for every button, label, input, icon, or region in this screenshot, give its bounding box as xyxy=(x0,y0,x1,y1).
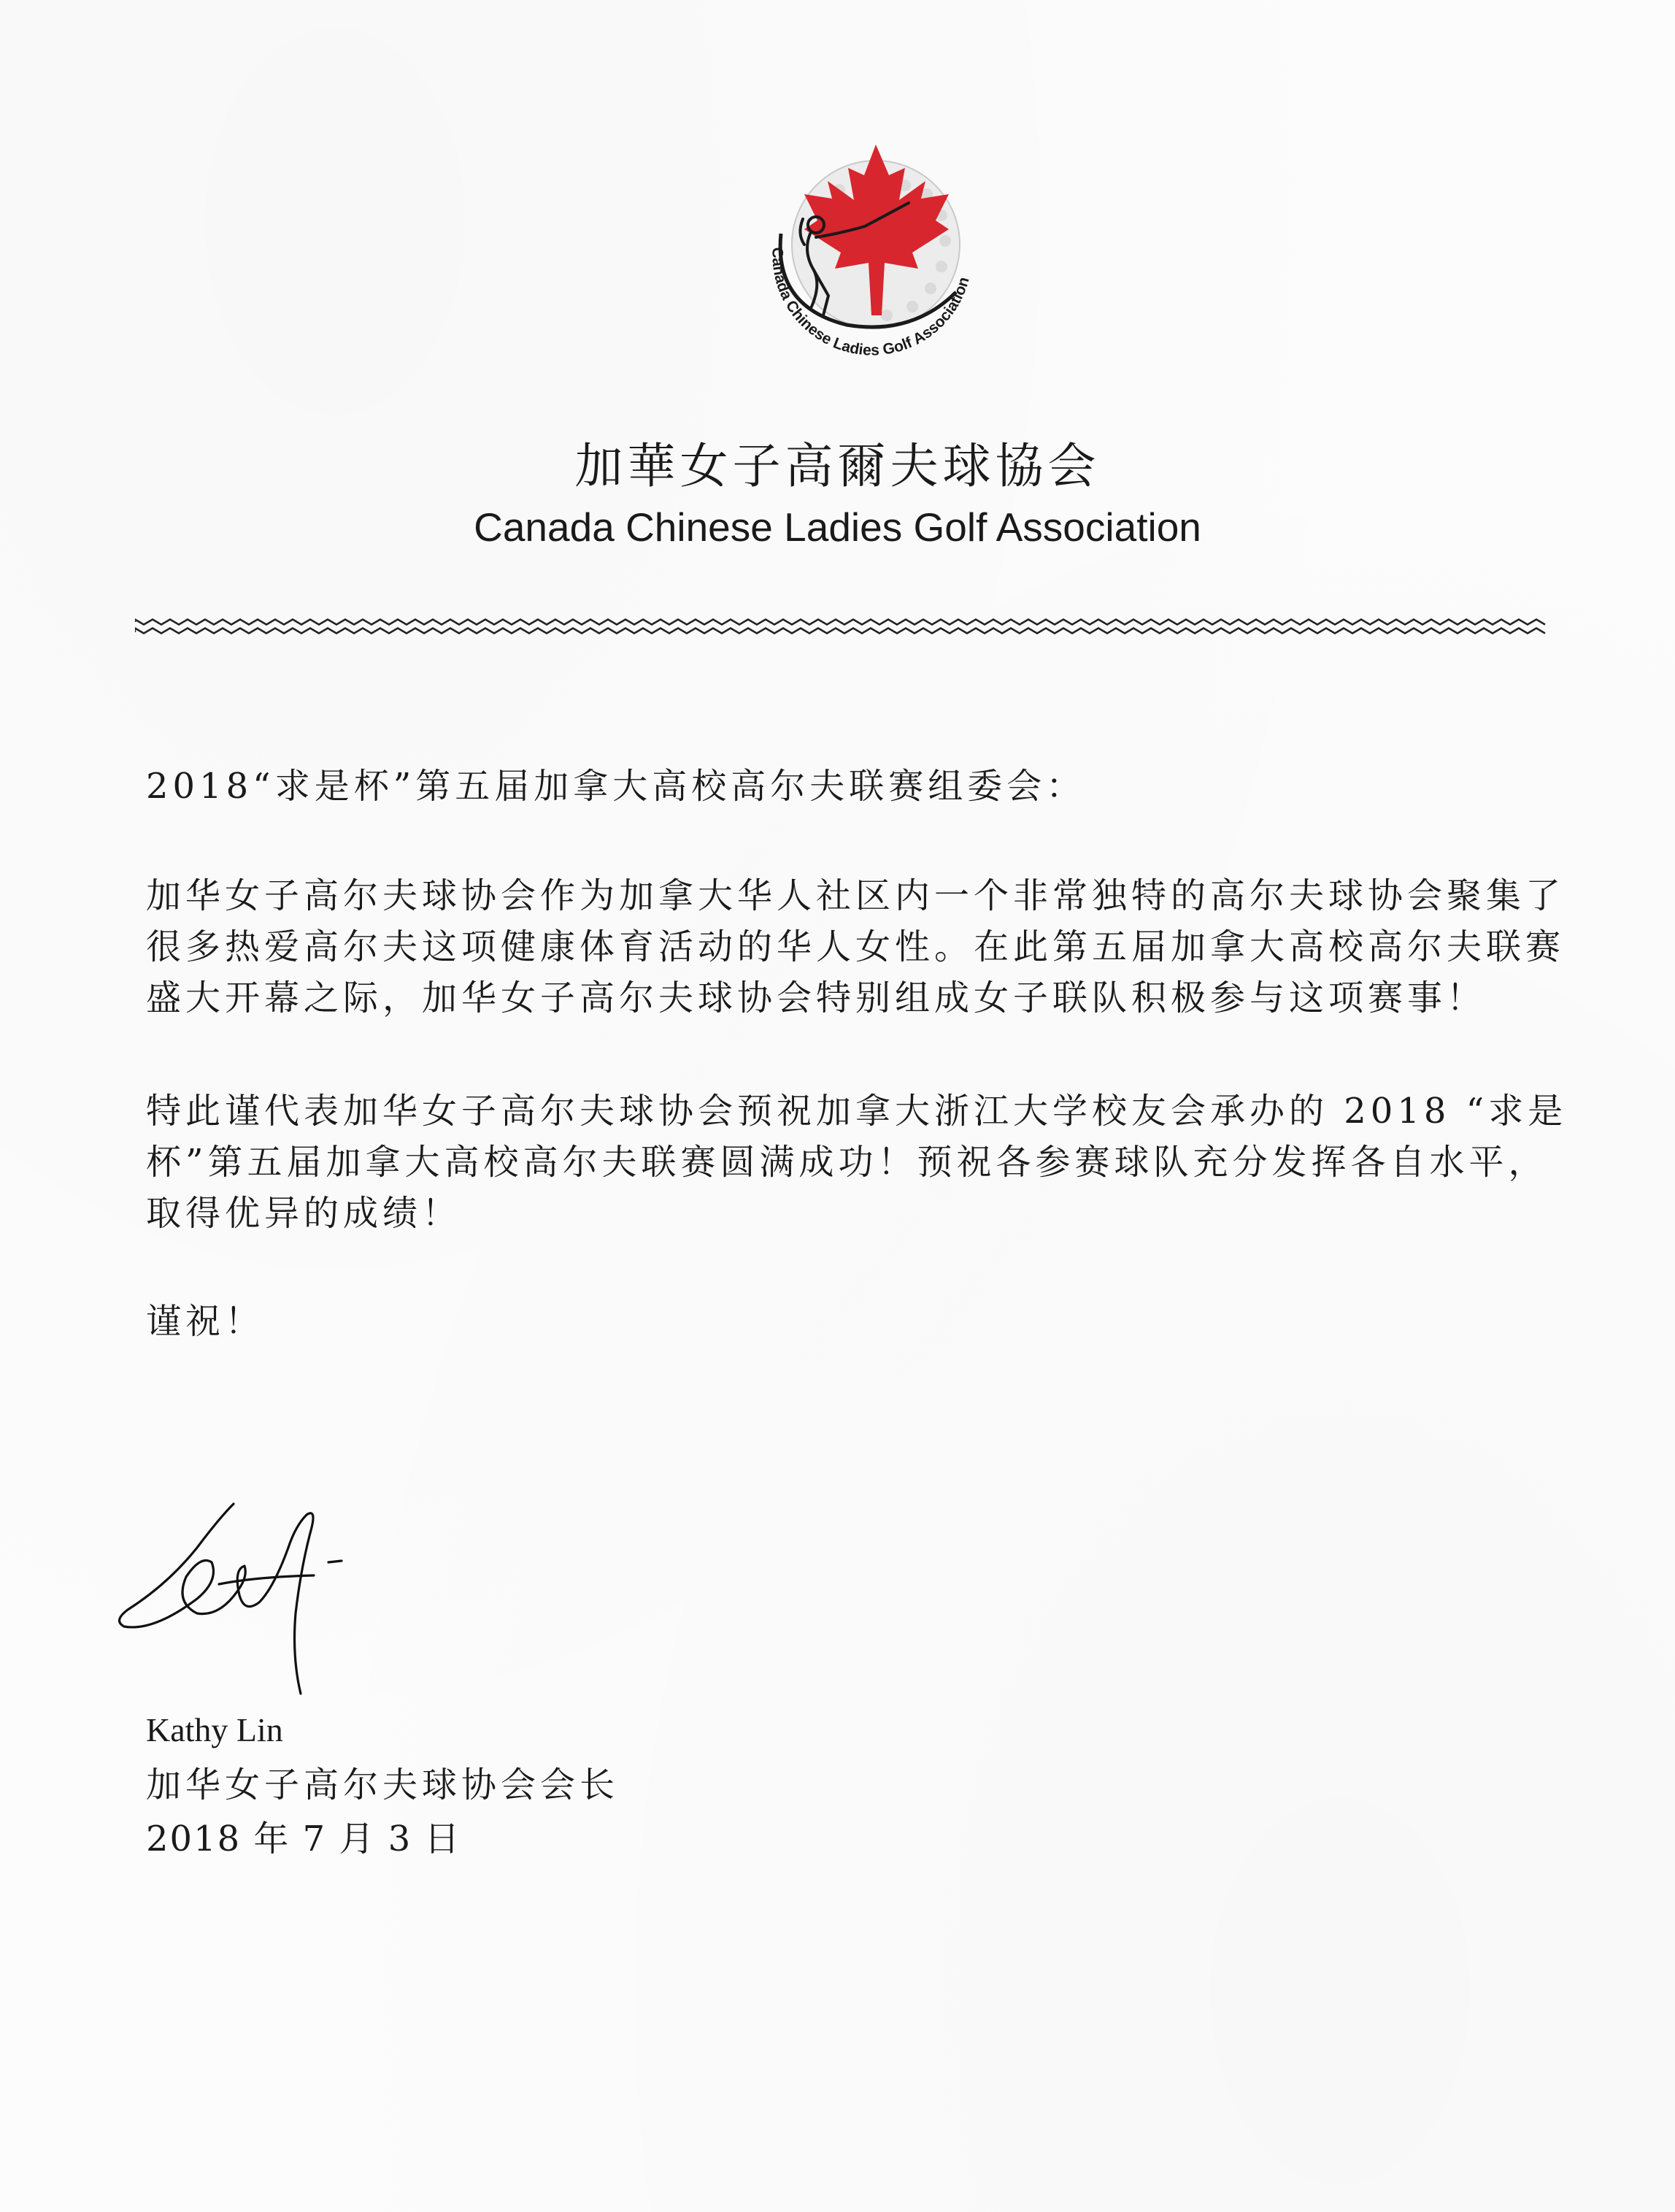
paragraph-line: 取得优异的成绩！ xyxy=(146,1193,462,1234)
paragraph-line: 加华女子高尔夫球协会作为加拿大华人社区内一个非常独特的高尔夫球协会聚集了 xyxy=(146,875,1566,916)
wavy-divider xyxy=(135,612,1551,641)
paragraph-line: 杯”第五届加拿大高校高尔夫联赛圆满成功！预祝各参赛球队充分发挥各自水平， xyxy=(146,1142,1548,1183)
closing: 谨祝！ xyxy=(146,1301,265,1342)
paragraph-line: 盛大开幕之际，加华女子高尔夫球协会特别组成女子联队积极参与这项赛事！ xyxy=(146,978,1487,1018)
body-paragraph-2 xyxy=(146,1086,1568,1239)
handwritten-signature xyxy=(109,1475,387,1708)
salutation: 2018“求是杯”第五届加拿大高校高尔夫联赛组委会： xyxy=(146,766,1086,807)
signer-name: Kathy Lin xyxy=(146,1711,283,1748)
signer-title: 加华女子高尔夫球协会会长 xyxy=(146,1764,620,1805)
org-name-english: Canada Chinese Ladies Golf Association xyxy=(474,504,1201,550)
body-paragraph-1 xyxy=(146,870,1566,1024)
org-name-chinese: 加華女子高爾夫球協会 xyxy=(574,438,1101,494)
association-logo xyxy=(730,124,1007,402)
paragraph-line: 很多热爱高尔夫这项健康体育活动的华人女性。在此第五届加拿大高校高尔夫联赛 xyxy=(146,926,1566,967)
logo-ring-text: Canada Chinese Ladies Golf Association xyxy=(769,247,973,359)
letter-date: 2018 年 7 月 3 日 xyxy=(146,1819,461,1859)
paragraph-line: 特此谨代表加华女子高尔夫球协会预祝加拿大浙江大学校友会承办的 2018 “求是 xyxy=(146,1091,1568,1132)
